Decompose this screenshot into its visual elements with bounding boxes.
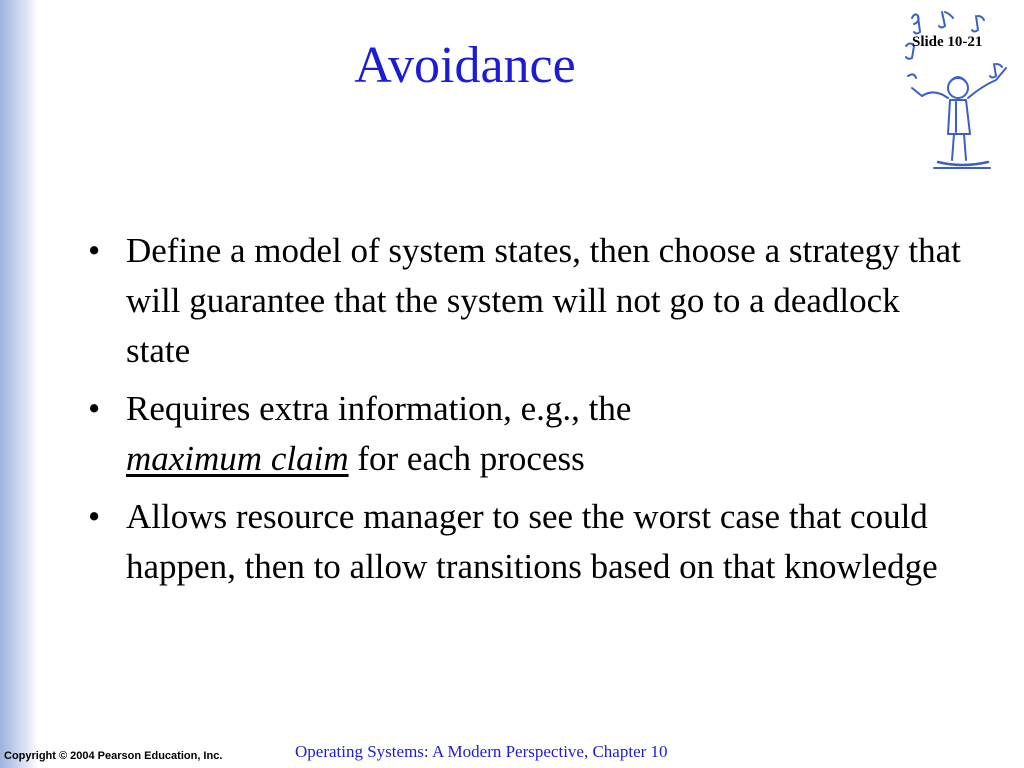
bullet-text: Define a model of system states, then choose a strategy that will guarantee that the system will not go to a deadlock state — [126, 231, 961, 370]
slide-number: Slide 10-21 — [912, 34, 983, 50]
footer-book-title: Operating Systems: A Modern Perspective, Chapter 10 — [295, 742, 668, 761]
bullet-icon: • — [88, 389, 101, 428]
slide-title: Avoidance — [354, 37, 576, 94]
list-item — [88, 384, 968, 484]
bullet-text-before: Requires extra information, e.g., the — [126, 389, 632, 428]
bullet-icon: • — [88, 497, 101, 536]
emphasis-term: maximum claim — [126, 439, 349, 478]
list-item — [88, 492, 968, 592]
list-item — [88, 226, 968, 376]
copyright-notice: Copyright © 2004 Pearson Education, Inc. — [4, 750, 223, 762]
bullet-list — [88, 226, 968, 600]
conductor-music-notes-icon — [898, 6, 1018, 174]
bullet-text-after: for each process — [348, 439, 585, 478]
bullet-text: Allows resource manager to see the worst case that could happen, then to allow transitions based on that knowledge — [126, 497, 938, 586]
bullet-icon: • — [88, 231, 101, 270]
left-gradient-band — [0, 0, 38, 768]
